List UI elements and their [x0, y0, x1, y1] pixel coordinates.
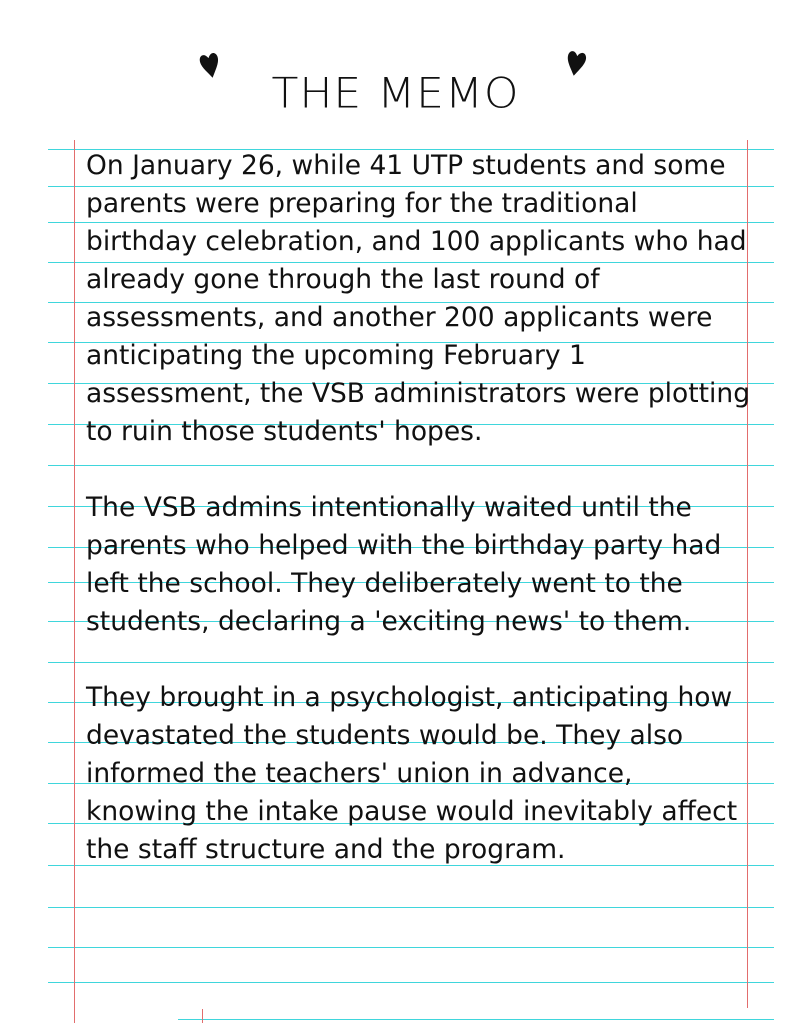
- ruled-line: [48, 982, 774, 983]
- ruled-line: [48, 947, 774, 948]
- left-margin-line: [74, 140, 75, 1023]
- page-title: THE MEMO: [271, 69, 520, 118]
- bottom-margin-tick: [202, 1009, 203, 1023]
- paragraph: They brought in a psychologist, anticipating how devastated the students would be. They also informed the teachers' union in advance, knowing the intake pause would inevitably affect the staff structure and the program.: [86, 682, 738, 865]
- paragraph: On January 26, while 41 UTP students and some parents were preparing for the traditional birthday celebration, and 100 applicants who had already gone through the last round of assessments, and another 200 applicants were anticipating the upcoming February 1 assessment, the VSB administrators were plotting to ruin those students' hopes.: [86, 150, 751, 447]
- paragraph: The VSB admins intentionally waited until the parents who helped with the birthday party had left the school. They deliberately went to the students, declaring a 'exciting news' to them.: [86, 492, 722, 637]
- ruled-line: [178, 1019, 774, 1020]
- ruled-line: [48, 907, 774, 908]
- memo-body: [86, 147, 751, 869]
